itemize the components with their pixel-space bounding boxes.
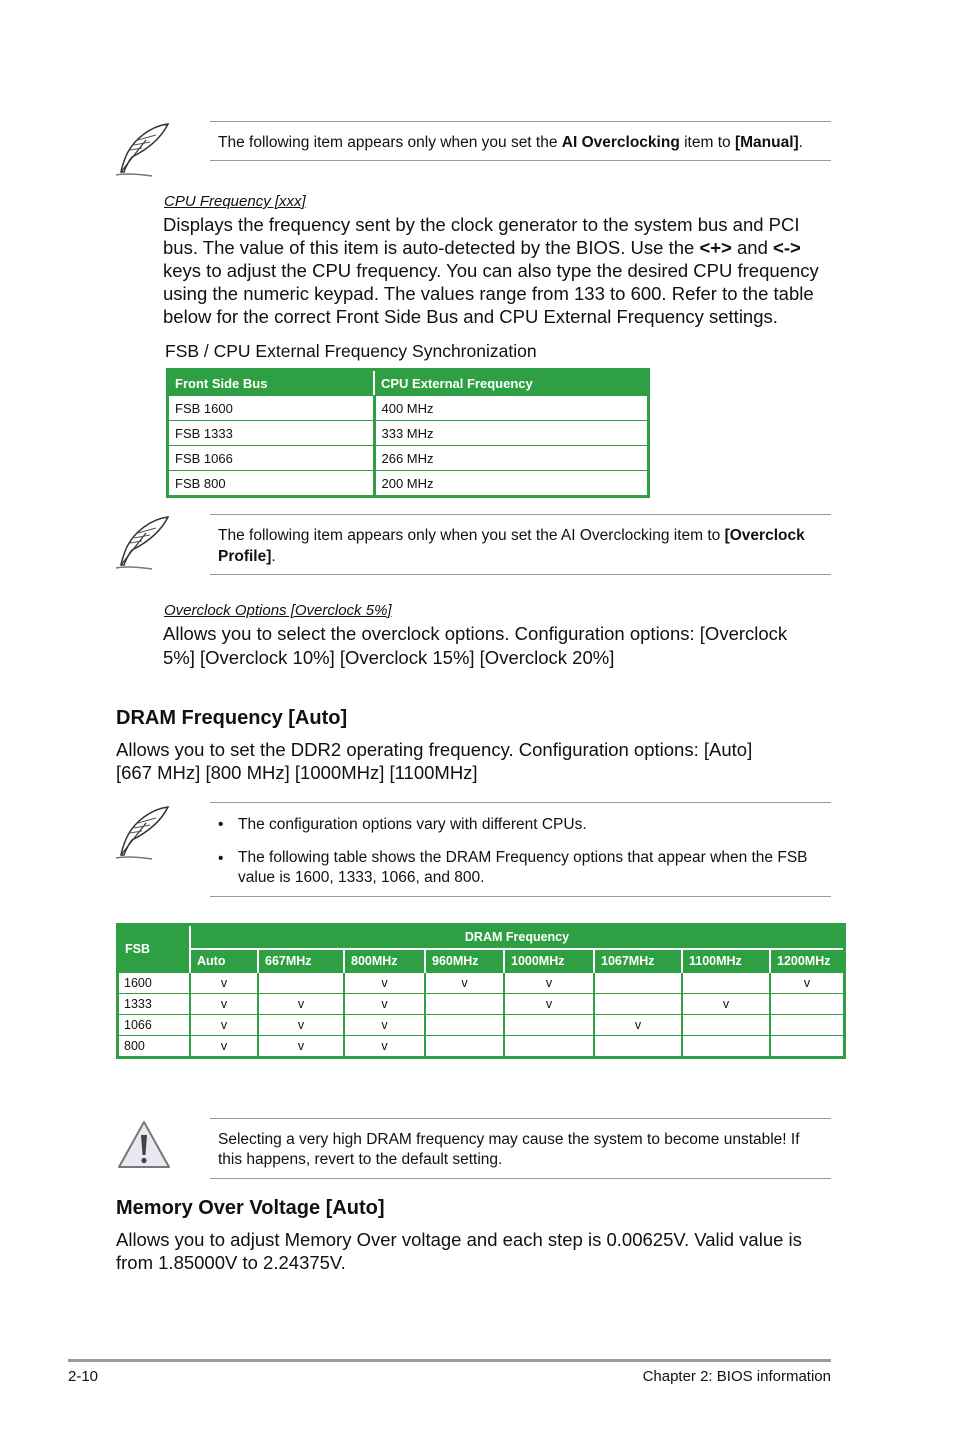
note-text: The following item appears only when you set the bbox=[218, 134, 562, 151]
desc-text: and bbox=[731, 237, 774, 258]
column-header: 960MHz bbox=[425, 949, 504, 973]
dram-frequency-group-header: DRAM Frequency bbox=[190, 925, 845, 950]
table-row bbox=[168, 471, 649, 497]
table-row bbox=[168, 446, 649, 471]
table-cell: v bbox=[504, 994, 594, 1015]
memory-over-voltage-description: Allows you to adjust Memory Over voltage and each step is 0.00625V. Valid value is from 1.85000V to 2.24375V. bbox=[116, 1229, 802, 1273]
overclock-options-title: Overclock Options [Overclock 5%] bbox=[164, 602, 392, 619]
fsb-cell: FSB 1066 bbox=[168, 446, 375, 471]
fsb-cell: FSB 800 bbox=[168, 471, 375, 497]
list-item bbox=[218, 848, 823, 888]
bullet: • bbox=[218, 850, 224, 867]
table-cell: v bbox=[190, 994, 258, 1015]
dram-frequency-table bbox=[116, 923, 846, 1059]
freq-cell: 333 MHz bbox=[374, 421, 649, 446]
table-row bbox=[118, 1036, 845, 1058]
table-cell bbox=[504, 1036, 594, 1058]
note-text: . bbox=[798, 134, 803, 151]
dram-frequency-description: Allows you to set the DDR2 operating frequency. Configuration options: [Auto] [667 MHz] [800 MHz] [1000MHz] [1100MHz] bbox=[116, 739, 753, 783]
footer-divider bbox=[68, 1359, 831, 1362]
fsb-cell: FSB 1600 bbox=[168, 396, 375, 421]
note-bold: [Overclock Profile] bbox=[218, 527, 805, 565]
table-cell bbox=[425, 994, 504, 1015]
table-cell: v bbox=[344, 1015, 425, 1036]
table-cell bbox=[425, 1036, 504, 1058]
freq-cell: 200 MHz bbox=[374, 471, 649, 497]
memory-over-voltage-heading: Memory Over Voltage [Auto] bbox=[116, 1197, 385, 1219]
table-cell bbox=[425, 1015, 504, 1036]
bullet-text: The following table shows the DRAM Frequency options that appear when the FSB value is 1600, 1333, 1066, and 800. bbox=[238, 849, 808, 886]
desc-text: Displays the frequency sent by the clock generator to the system bus and PCI bus. The value of this item is auto-detected by the BIOS. Use the bbox=[163, 214, 800, 258]
table-cell bbox=[770, 1036, 845, 1058]
table-row bbox=[168, 396, 649, 421]
table-cell: v bbox=[425, 973, 504, 994]
warning-text: Selecting a very high DRAM frequency may cause the system to become unstable! If this happens, revert to the default setting. bbox=[218, 1131, 800, 1168]
column-header: 1200MHz bbox=[770, 949, 845, 973]
note-bold: [Manual] bbox=[734, 134, 799, 151]
fsb-header: Front Side Bus bbox=[168, 370, 375, 396]
table-cell: v bbox=[344, 973, 425, 994]
freq-cell: 400 MHz bbox=[374, 396, 649, 421]
table-cell bbox=[594, 994, 682, 1015]
freq-cell: 266 MHz bbox=[374, 446, 649, 471]
feather-pen-icon bbox=[112, 513, 174, 571]
column-header: 800MHz bbox=[344, 949, 425, 973]
column-header: 1067MHz bbox=[594, 949, 682, 973]
warning-icon bbox=[116, 1119, 172, 1171]
table-cell: v bbox=[258, 1015, 344, 1036]
overclock-options-description: Allows you to select the overclock options. Configuration options: [Overclock 5%] [Overclock 10%] [Overclock 15%] [Overclock 20%] bbox=[163, 623, 788, 668]
column-header: 1100MHz bbox=[682, 949, 770, 973]
note-manual bbox=[210, 121, 831, 161]
fsb-table bbox=[166, 368, 650, 498]
table-row bbox=[118, 1015, 845, 1036]
key-minus: <-> bbox=[773, 237, 801, 258]
note-text: . bbox=[271, 548, 276, 565]
column-header: Auto bbox=[190, 949, 258, 973]
table-cell bbox=[504, 1015, 594, 1036]
table-cell: v bbox=[258, 1036, 344, 1058]
feather-pen-icon bbox=[112, 120, 174, 178]
chapter-label: Chapter 2: BIOS information bbox=[642, 1368, 831, 1385]
note-text: item to bbox=[679, 134, 735, 151]
cpu-ext-freq-header: CPU External Frequency bbox=[374, 370, 649, 396]
table-row bbox=[118, 973, 845, 994]
dram-frequency-heading: DRAM Frequency [Auto] bbox=[116, 707, 348, 729]
bullet-text: The configuration options vary with different CPUs. bbox=[238, 816, 587, 833]
table-cell: v bbox=[770, 973, 845, 994]
table-cell bbox=[594, 973, 682, 994]
table-cell bbox=[682, 973, 770, 994]
table-cell: v bbox=[504, 973, 594, 994]
fsb-cell: 800 bbox=[118, 1036, 191, 1058]
table-cell: v bbox=[344, 1036, 425, 1058]
table-cell bbox=[594, 1036, 682, 1058]
table-cell bbox=[682, 1036, 770, 1058]
desc-text: keys to adjust the CPU frequency. You can also type the desired CPU frequency using the numeric keypad. The values range from 133 to 600. Refer to the table below for the correct Front Side Bus and CPU External Frequency settings. bbox=[163, 260, 819, 327]
cpu-frequency-title: CPU Frequency [xxx] bbox=[164, 193, 306, 210]
table-cell: v bbox=[190, 1036, 258, 1058]
column-header: 1000MHz bbox=[504, 949, 594, 973]
table-cell: v bbox=[190, 1015, 258, 1036]
bullet: • bbox=[218, 816, 224, 833]
table-cell bbox=[258, 973, 344, 994]
fsb-column-header: FSB bbox=[118, 925, 191, 973]
page-number: 2-10 bbox=[68, 1368, 99, 1385]
table-cell: v bbox=[594, 1015, 682, 1036]
fsb-cell: FSB 1333 bbox=[168, 421, 375, 446]
fsb-cell: 1600 bbox=[118, 973, 191, 994]
table-row bbox=[168, 421, 649, 446]
note-dram-options bbox=[210, 802, 831, 897]
table-cell bbox=[770, 994, 845, 1015]
list-item bbox=[218, 814, 823, 835]
cpu-frequency-description bbox=[163, 213, 835, 328]
table-cell bbox=[682, 1015, 770, 1036]
table-cell bbox=[770, 1015, 845, 1036]
warning-box bbox=[210, 1118, 831, 1179]
table-row bbox=[118, 994, 845, 1015]
note-text: The following item appears only when you set the AI Overclocking item to bbox=[218, 527, 725, 544]
table-cell: v bbox=[344, 994, 425, 1015]
key-plus: <+> bbox=[699, 237, 732, 258]
table-cell: v bbox=[682, 994, 770, 1015]
fsb-cell: 1066 bbox=[118, 1015, 191, 1036]
table-cell: v bbox=[190, 973, 258, 994]
column-header: 667MHz bbox=[258, 949, 344, 973]
note-bold: AI Overclocking bbox=[561, 134, 680, 151]
fsb-cell: 1333 bbox=[118, 994, 191, 1015]
note-overclock-profile bbox=[210, 514, 831, 575]
table-cell: v bbox=[258, 994, 344, 1015]
feather-pen-icon bbox=[112, 803, 174, 861]
fsb-table-caption: FSB / CPU External Frequency Synchronization bbox=[165, 341, 537, 361]
